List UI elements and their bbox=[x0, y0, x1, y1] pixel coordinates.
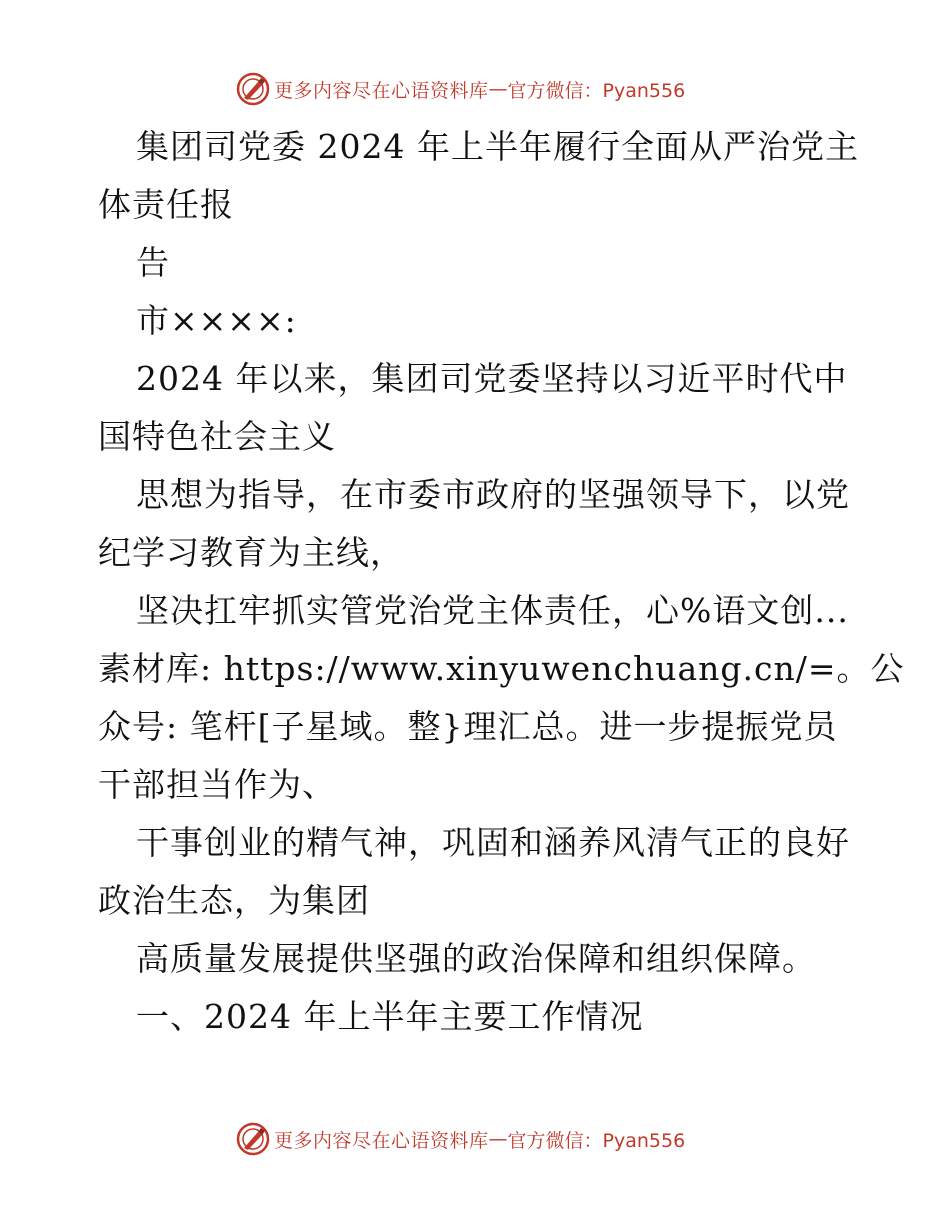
document-title-line-2: 体责任报 bbox=[98, 185, 234, 224]
paragraph-line: 众号: 笔杆[子星域。整}理汇总。进一步提振党员 bbox=[98, 707, 838, 746]
document-body bbox=[98, 118, 905, 1046]
paragraph-line: 政治生态，为集团 bbox=[98, 881, 370, 920]
pen-logo-icon bbox=[236, 72, 270, 106]
document-title-line-1: 集团司党委 2024 年上半年履行全面从严治党主 bbox=[136, 127, 859, 166]
watermark-dash: — bbox=[488, 78, 508, 100]
paragraph-line: 干部担当作为、 bbox=[98, 765, 336, 804]
document-addressee: 市××××: bbox=[136, 301, 297, 340]
paragraph-line: 国特色社会主义 bbox=[98, 417, 336, 456]
watermark-wechat: 官方微信：Pyan556 bbox=[507, 1129, 686, 1152]
watermark-wechat: 官方微信：Pyan556 bbox=[507, 79, 686, 102]
watermark-content bbox=[236, 72, 685, 106]
paragraph-line: 素材库: https://www.xinyuwenchuang.cn/=。公 bbox=[98, 649, 905, 688]
document-title-line-3: 告 bbox=[136, 243, 170, 282]
watermark-content bbox=[236, 1122, 685, 1156]
paragraph-line: 高质量发展提供坚强的政治保障和组织保障。 bbox=[136, 939, 816, 978]
watermark-text: 更多内容尽在心语资料库 bbox=[274, 79, 489, 102]
watermark-dash: — bbox=[488, 1128, 508, 1150]
paragraph-line: 2024 年以来，集团司党委坚持以习近平时代中 bbox=[136, 359, 848, 398]
paragraph-line: 坚决扛牢抓实管党治党主体责任，心%语文创... bbox=[136, 591, 849, 630]
paragraph-line: 思想为指导，在市委市政府的坚强领导下，以党 bbox=[136, 475, 850, 514]
section-heading: 一、2024 年上半年主要工作情况 bbox=[136, 997, 644, 1036]
watermark-text: 更多内容尽在心语资料库 bbox=[274, 1129, 489, 1152]
watermark-footer bbox=[0, 1120, 950, 1160]
pen-logo-icon bbox=[236, 1122, 270, 1156]
paragraph-line: 干事创业的精气神，巩固和涵养风清气正的良好 bbox=[136, 823, 850, 862]
paragraph-line: 纪学习教育为主线， bbox=[98, 533, 404, 572]
watermark-header bbox=[0, 70, 950, 110]
